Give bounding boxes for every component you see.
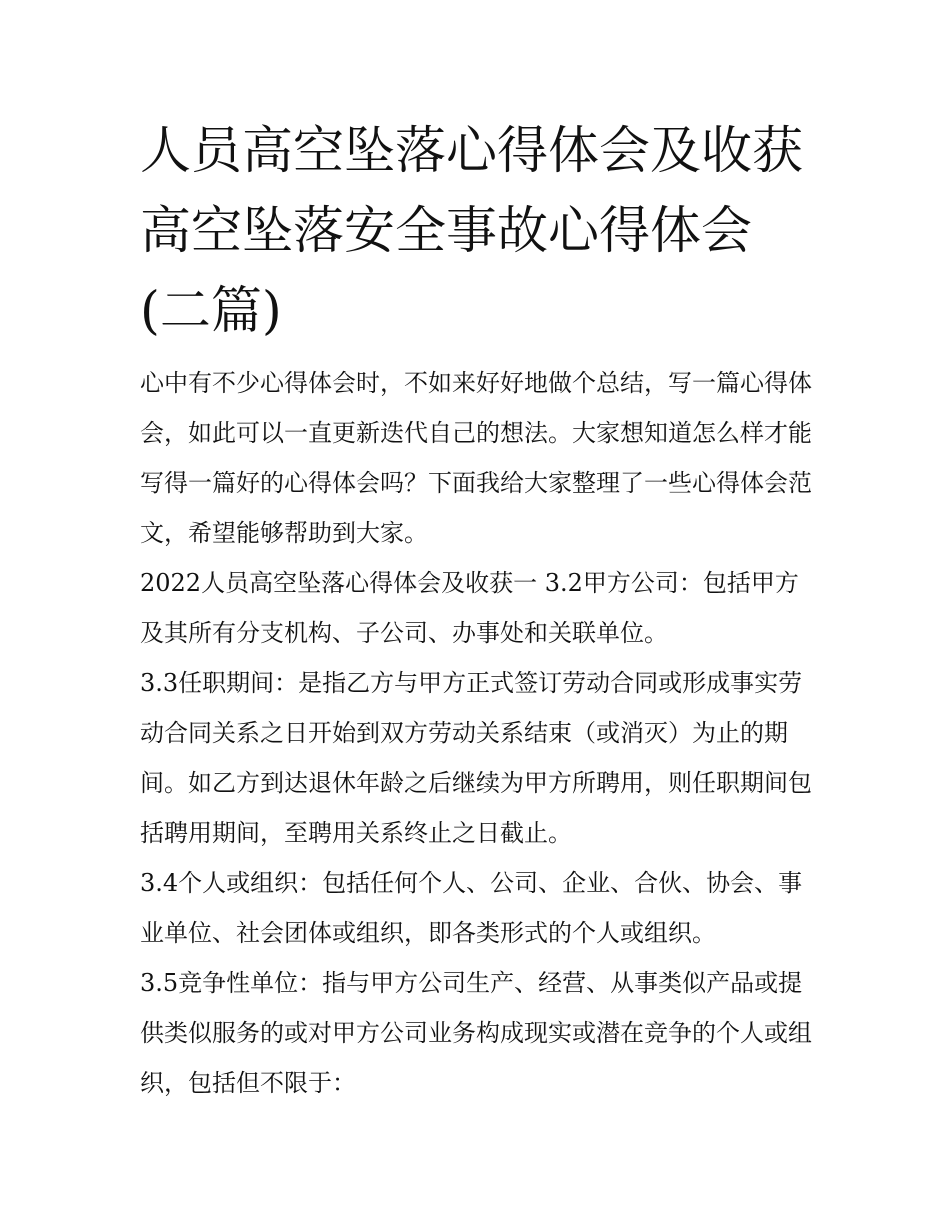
document-title: 人员高空坠落心得体会及收获高空坠落安全事故心得体会(二篇) xyxy=(140,122,804,341)
paragraph-intro: 心中有不少心得体会时，不如来好好地做个总结，写一篇心得体会，如此可以一直更新迭代自己的想法。大家想知道怎么样才能写得一篇好的心得体会吗？下面我给大家整理了一些心得体会范文，希望能够帮助到大家。 xyxy=(140,369,812,547)
paragraph-3-2: 2022人员高空坠落心得体会及收获一 3.2甲方公司：包括甲方及其所有分支机构、子公司、办事处和关联单位。 xyxy=(140,569,799,647)
paragraph-3-5: 3.5竞争性单位：指与甲方公司生产、经营、从事类似产品或提供类似服务的或对甲方公司业务构成现实或潜在竞争的个人或组织，包括但不限于： xyxy=(140,969,812,1097)
paragraph-3-4: 3.4个人或组织：包括任何个人、公司、企业、合伙、协会、事业单位、社会团体或组织，即各类形式的个人或组织。 xyxy=(140,869,803,947)
paragraph-3-3: 3.3任职期间：是指乙方与甲方正式签订劳动合同或形成事实劳动合同关系之日开始到双方劳动关系结束（或消灭）为止的期间。如乙方到达退休年龄之后继续为甲方所聘用，则任职期间包括聘用期间，至聘用关系终止之日截止。 xyxy=(140,669,812,847)
document-body xyxy=(140,358,815,1108)
